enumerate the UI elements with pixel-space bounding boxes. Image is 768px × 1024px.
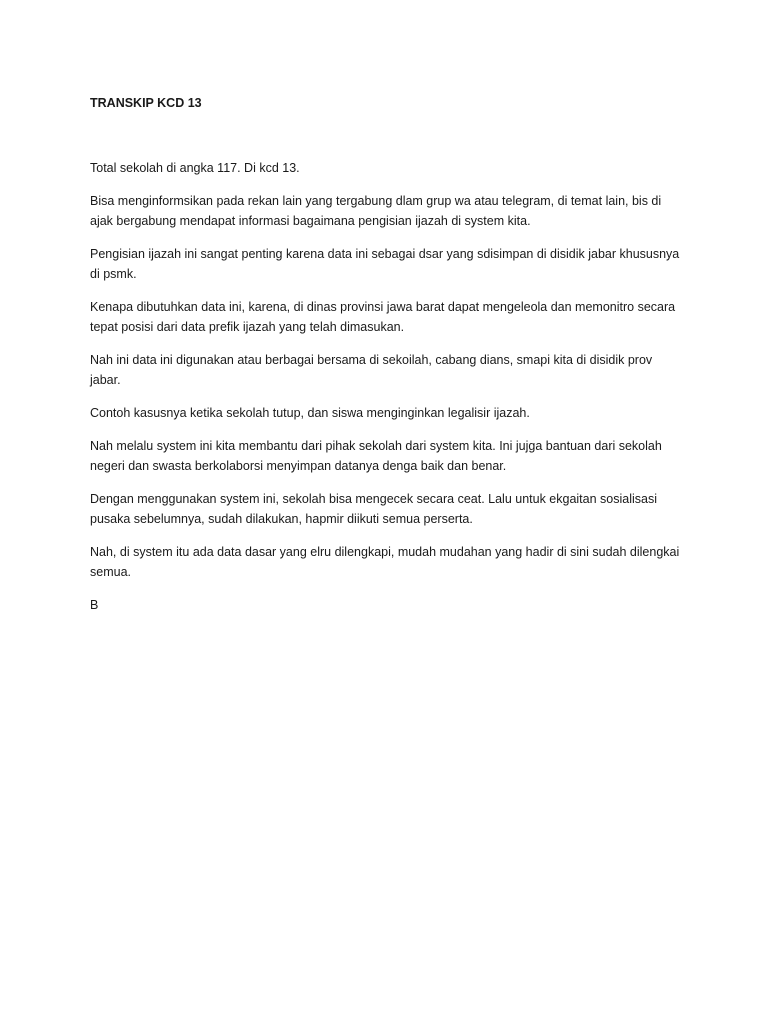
- paragraph-2: Bisa menginformsikan pada rekan lain yang tergabung dlam grup wa atau telegram, di temat lain, bis di ajak bergabung mendapat informasi bagaimana pengisian ijazah di system kita.: [90, 194, 662, 228]
- document-title: TRANSKIP KCD 13: [90, 96, 202, 110]
- paragraph-3: Pengisian ijazah ini sangat penting karena data ini sebagai dsar yang sdisimpan di disidik jabar khususnya di psmk.: [90, 247, 680, 281]
- paragraph-7: Nah melalu system ini kita membantu dari pihak sekolah dari system kita. Ini jujga bantuan dari sekolah negeri dan swasta berkolaborsi menyimpan datanya denga baik dan benar.: [90, 439, 662, 473]
- paragraph-4: Kenapa dibutuhkan data ini, karena, di dinas provinsi jawa barat dapat mengeleola dan memonitro secara tepat posisi dari data prefik ijazah yang telah dimasukan.: [90, 300, 676, 334]
- paragraph-6: Contoh kasusnya ketika sekolah tutup, dan siswa menginginkan legalisir ijazah.: [90, 406, 530, 420]
- paragraph-5: Nah ini data ini digunakan atau berbagai bersama di sekoilah, cabang dians, smapi kita di disidik prov jabar.: [90, 353, 653, 387]
- paragraph-8: Dengan menggunakan system ini, sekolah bisa mengecek secara ceat. Lalu untuk ekgaitan sosialisasi pusaka sebelumnya, sudah dilakukan, hapmir diikuti semua perserta.: [90, 492, 657, 526]
- paragraph-10: B: [90, 598, 99, 612]
- paragraph-9: Nah, di system itu ada data dasar yang elru dilengkapi, mudah mudahan yang hadir di sini sudah dilengkai semua.: [90, 545, 680, 579]
- paragraph-1: Total sekolah di angka 117. Di kcd 13.: [90, 161, 300, 175]
- document-body: [90, 94, 682, 628]
